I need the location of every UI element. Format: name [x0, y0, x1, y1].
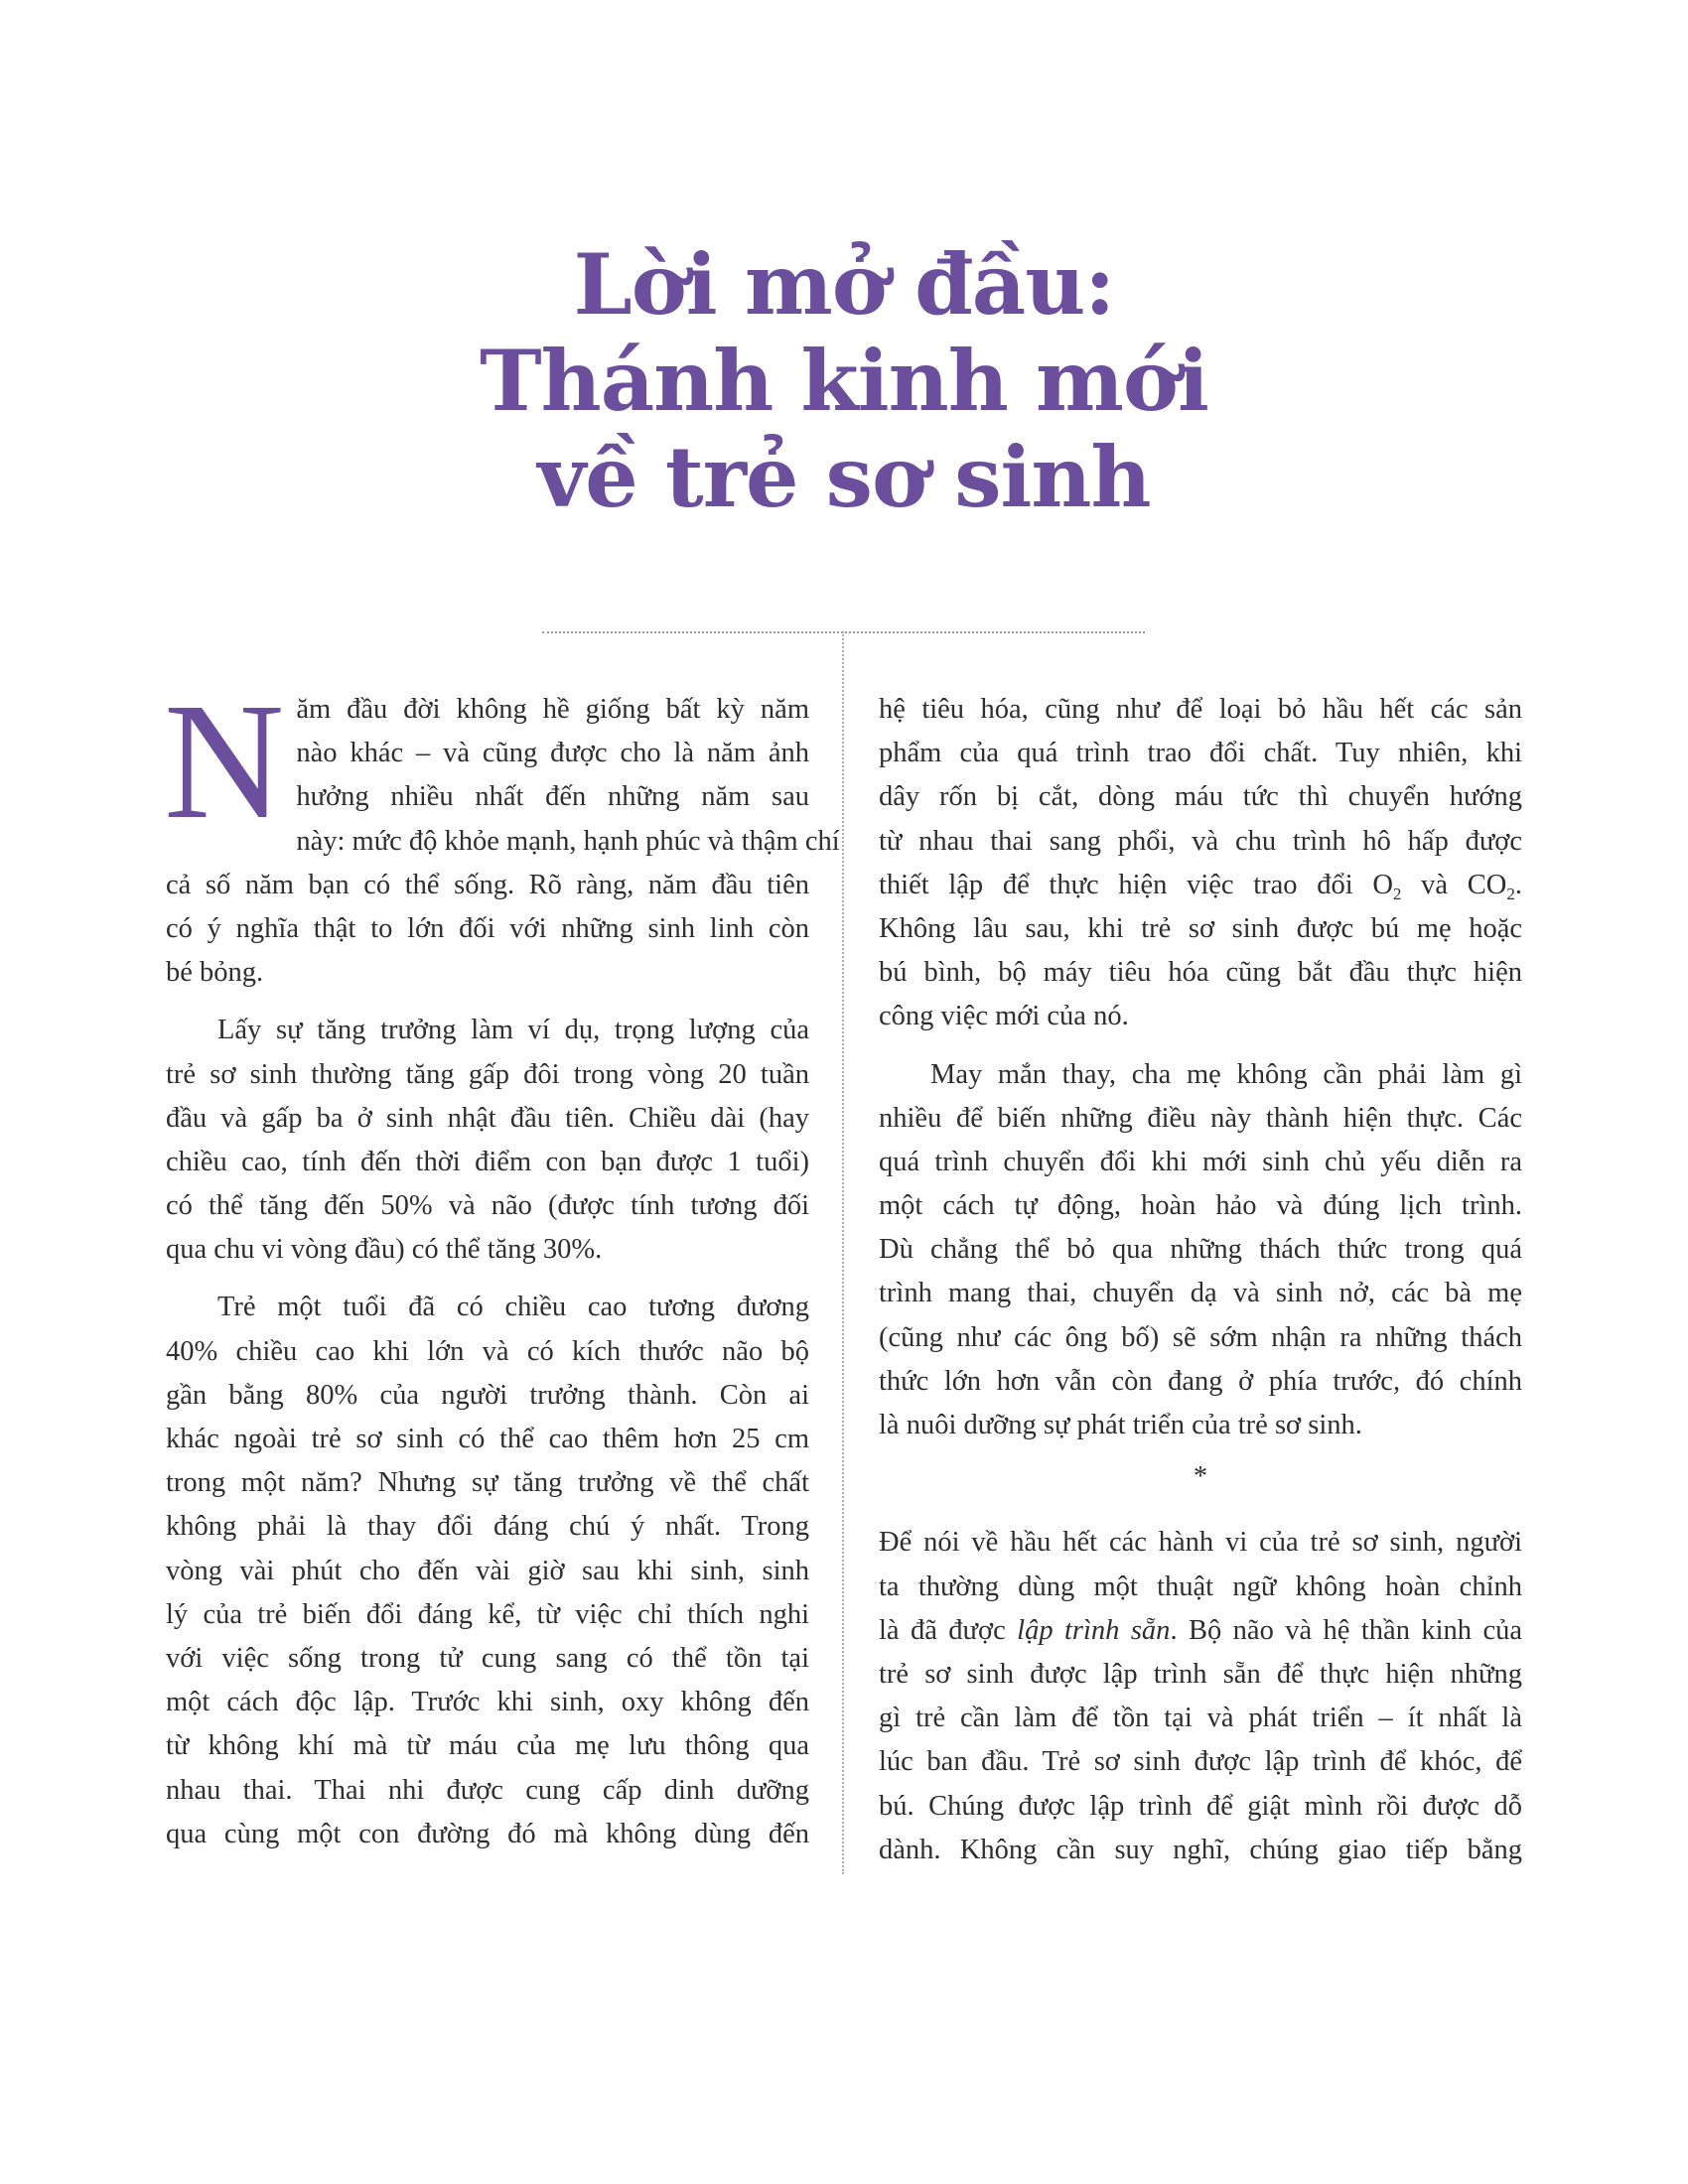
text-line: gần bằng 80% của người trưởng thành. Còn ai — [166, 1379, 809, 1411]
text-line: với việc sống trong tử cung sang có thể tồn tại — [166, 1642, 809, 1674]
text-line: qua chu vi vòng đầu) có thể tăng 30%. — [166, 1234, 603, 1266]
text-line: Lấy sự tăng trưởng làm ví dụ, trọng lượng của — [217, 1015, 809, 1046]
text-line: công việc mới của nó. — [879, 1001, 1129, 1032]
text-line: dây rốn bị cắt, dòng máu tức thì chuyển hướng — [879, 781, 1522, 813]
text-line — [879, 864, 1522, 907]
text-line: Để nói về hầu hết các hành vi của trẻ sơ sinh, người — [879, 1527, 1522, 1559]
text-line: quá trình chuyển đổi khi mới sinh chủ yếu diễn ra — [879, 1146, 1522, 1177]
text-line: nhau thai. Thai nhi được cung cấp dinh dưỡng — [166, 1774, 809, 1806]
text-line: một cách tự động, hoàn hảo và đúng lịch trình. — [879, 1190, 1522, 1222]
text-line: một cách độc lập. Trước khi sinh, oxy không đến — [166, 1687, 809, 1718]
subscript: 2 — [1506, 884, 1515, 903]
chapter-title-line: Thánh kinh mới — [480, 332, 1208, 430]
text-line: 40% chiều cao khi lớn và có kích thước não bộ — [166, 1335, 809, 1367]
text-segment: . Bộ não và hệ thần kinh của — [1170, 1614, 1523, 1646]
text-line: ăm đầu đời không hề giống bất kỳ năm — [296, 694, 809, 725]
paragraph — [879, 1521, 1522, 1872]
paragraph — [166, 1286, 809, 1855]
text-line: chiều cao, tính đến thời điểm con bạn được 1 tuổi) — [166, 1146, 809, 1177]
text-line: cả số năm bạn có thể sống. Rõ ràng, năm đầu tiên — [166, 869, 809, 900]
text-line: dành. Không cần suy nghĩ, chúng giao tiếp bằng — [879, 1834, 1522, 1865]
chapter-title-line: Lời mở đầu: — [573, 235, 1115, 334]
text-line: vòng vài phút cho đến vài giờ sau khi sinh, sinh — [166, 1555, 809, 1586]
text-line: phẩm của quá trình trao đổi chất. Tuy nhiên, khi — [879, 738, 1522, 769]
text-line: bú bình, bộ máy tiêu hóa cũng bắt đầu thực hiện — [879, 957, 1522, 989]
text-line: trẻ sơ sinh thường tăng gấp đôi trong vòng 20 tuần — [166, 1058, 809, 1090]
text-line: đầu và gấp ba ở sinh nhật đầu tiên. Chiều dài (hay — [166, 1102, 809, 1134]
chapter-title-line: về trẻ sơ sinh — [537, 428, 1151, 526]
text-line: trong một năm? Nhưng sự tăng trưởng về thể chất — [166, 1467, 809, 1499]
text-line: Không lâu sau, khi trẻ sơ sinh được bú mẹ hoặc — [879, 912, 1522, 944]
text-line: bú. Chúng được lập trình để giật mình rồi được dỗ — [879, 1790, 1522, 1822]
text-line: lý của trẻ biến đổi đáng kể, từ việc chỉ thích nghi — [166, 1598, 809, 1630]
text-line: từ nhau thai sang phổi, và chu trình hô hấp được — [879, 825, 1522, 857]
text-line: lúc ban đầu. Trẻ sơ sinh được lập trình để khóc, để — [879, 1746, 1522, 1778]
text-line: Dù chẳng thể bỏ qua những thách thức trong quá — [879, 1234, 1522, 1266]
paragraph — [879, 1053, 1522, 1448]
text-segment: và CO — [1401, 869, 1507, 900]
text-line: May mắn thay, cha mẹ không cần phải làm gì — [930, 1058, 1522, 1090]
text-line — [879, 1609, 1522, 1653]
text-line: khác ngoài trẻ sơ sinh có thể cao thêm hơn 25 cm — [166, 1424, 809, 1454]
subscript: 2 — [1392, 884, 1402, 903]
section-break-asterisk: * — [1193, 1461, 1208, 1493]
text-line: bé bỏng. — [166, 957, 264, 989]
text-line: gì trẻ cần làm để tồn tại và phát triển – ít nhất là — [879, 1703, 1522, 1734]
text-line: Trẻ một tuổi đã có chiều cao tương đương — [217, 1292, 809, 1323]
text-line: không phải là thay đổi đáng chú ý nhất. Trong — [166, 1511, 809, 1543]
text-line: thức lớn hơn vẫn còn đang ở phía trước, đó chính — [879, 1365, 1522, 1397]
text-line: ta thường dùng một thuật ngữ không hoàn chỉnh — [879, 1570, 1522, 1602]
text-line: này: mức độ khỏe mạnh, hạnh phúc và thậm chí — [296, 825, 840, 857]
drop-cap: N — [164, 669, 285, 854]
text-line: trình mang thai, chuyển dạ và sinh nở, các bà mẹ — [879, 1278, 1522, 1309]
text-line: qua cùng một con đường đó mà không dùng đến — [166, 1818, 809, 1849]
paragraph — [164, 669, 840, 995]
text-line: nào khác – và cũng được cho là năm ảnh — [296, 738, 809, 769]
paragraph — [879, 688, 1522, 1039]
text-segment: thiết lập để thực hiện việc trao đổi O — [879, 869, 1393, 900]
text-segment: . — [1514, 869, 1522, 900]
column-dotted-divider — [842, 631, 844, 1874]
chapter-title — [0, 236, 1688, 525]
text-line: từ không khí mà từ máu của mẹ lưu thông qua — [166, 1730, 809, 1762]
text-line: có ý nghĩa thật to lớn đối với những sinh linh còn — [166, 912, 809, 944]
text-line: có thể tăng đến 50% và não (được tính tương đối — [166, 1190, 809, 1222]
italic-term: lập trình sẵn — [1017, 1614, 1171, 1646]
left-text-column — [164, 669, 840, 1870]
text-line: nhiều để biến những điều này thành hiện thực. Các — [879, 1102, 1522, 1134]
text-segment: là đã được — [879, 1614, 1018, 1646]
text-line: hệ tiêu hóa, cũng như để loại bỏ hầu hết các sản — [879, 694, 1522, 725]
text-line: là nuôi dưỡng sự phát triển của trẻ sơ sinh. — [879, 1410, 1362, 1440]
right-text-column — [879, 688, 1522, 1886]
text-line: (cũng như các ông bố) sẽ sớm nhận ra những thách — [879, 1321, 1522, 1353]
text-line: trẻ sơ sinh được lập trình sẵn để thực hiện những — [879, 1658, 1522, 1690]
text-line: hưởng nhiều nhất đến những năm sau — [296, 781, 809, 813]
paragraph — [166, 1009, 809, 1272]
